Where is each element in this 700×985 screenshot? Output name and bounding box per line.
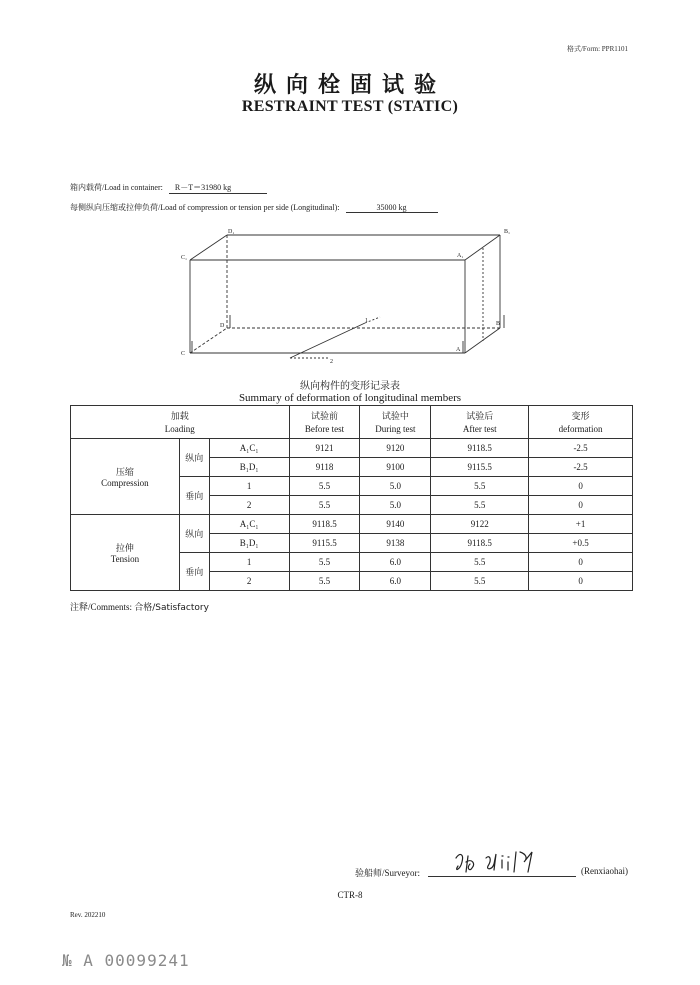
- before-cell: 5.5: [289, 496, 360, 515]
- member-cell: A₁C₁: [209, 515, 289, 534]
- group-tension: 拉伸 Tension: [71, 515, 180, 591]
- revision: Rev. 202210: [70, 911, 106, 919]
- header-during-test: 试验中 During test: [360, 406, 431, 439]
- after-cell: 5.5: [431, 496, 529, 515]
- table-row: [71, 515, 633, 534]
- deformation-cell: -2.5: [529, 439, 633, 458]
- table-row: [71, 439, 633, 458]
- diagram-label-2: 2: [330, 359, 333, 365]
- page-code: CTR-8: [337, 890, 363, 900]
- diagram-label-c1: C₁: [181, 255, 188, 261]
- table-caption: Summary of deformation of longitudinal members: [238, 392, 462, 404]
- deformation-cell: +1: [529, 515, 633, 534]
- surveyor-name: (Renxiaohai): [581, 866, 628, 876]
- header-after-test: 试验后 After test: [431, 406, 529, 439]
- page-title-chinese: 纵向栓固试验: [253, 73, 446, 98]
- comments-value: 合格/Satisfactory: [134, 603, 209, 613]
- diagram-label-b: B: [496, 321, 501, 327]
- member-cell: 1: [209, 553, 289, 572]
- group-compression: 压缩 Compression: [71, 439, 180, 515]
- comments: [70, 600, 209, 613]
- subgroup-longitudinal: 纵向: [179, 515, 209, 553]
- after-cell: 5.5: [431, 572, 529, 591]
- surveyor-label: 验船师/Surveyor:: [355, 868, 420, 878]
- during-cell: 9138: [360, 534, 431, 553]
- before-cell: 9115.5: [289, 534, 360, 553]
- after-cell: 5.5: [431, 553, 529, 572]
- header-before-test: 试验前 Before test: [289, 406, 360, 439]
- deformation-cell: 0: [529, 496, 633, 515]
- surveyor-signature: [450, 848, 550, 878]
- after-cell: 9115.5: [431, 458, 529, 477]
- diagram-label-a: A: [456, 347, 461, 353]
- header-loading: 加载 Loading: [71, 406, 290, 439]
- before-cell: 5.5: [289, 477, 360, 496]
- deformation-cell: 0: [529, 572, 633, 591]
- during-cell: 5.0: [360, 477, 431, 496]
- container-diagram: [170, 225, 530, 370]
- load-in-container-field: [70, 182, 267, 194]
- before-cell: 5.5: [289, 572, 360, 591]
- during-cell: 6.0: [360, 553, 431, 572]
- serial-number: № A 00099241: [62, 951, 190, 970]
- subgroup-vertical: 垂向: [179, 553, 209, 591]
- comments-label: 注释/Comments:: [70, 602, 133, 612]
- member-cell: A₁C₁: [209, 439, 289, 458]
- deformation-cell: 0: [529, 553, 633, 572]
- diagram-label-d1: D₁: [228, 229, 235, 235]
- table-caption-chinese: 纵向构件的变形记录表: [300, 381, 400, 392]
- form-number: 格式/Form: PPR1101: [566, 45, 628, 53]
- member-cell: B₁D₁: [209, 534, 289, 553]
- after-cell: 9118.5: [431, 439, 529, 458]
- header-deformation: 变形 deformation: [529, 406, 633, 439]
- diagram-label-c: C: [181, 351, 186, 357]
- member-cell: 2: [209, 572, 289, 591]
- after-cell: 5.5: [431, 477, 529, 496]
- subgroup-vertical: 垂向: [179, 477, 209, 515]
- deformation-cell: 0: [529, 477, 633, 496]
- subgroup-longitudinal: 纵向: [179, 439, 209, 477]
- deformation-table: [70, 405, 633, 591]
- during-cell: 5.0: [360, 496, 431, 515]
- member-cell: 2: [209, 496, 289, 515]
- deformation-cell: -2.5: [529, 458, 633, 477]
- deformation-cell: +0.5: [529, 534, 633, 553]
- compression-load-field: [70, 202, 438, 213]
- after-cell: 9118.5: [431, 534, 529, 553]
- compression-load-value: 35000 kg: [346, 203, 438, 213]
- member-cell: 1: [209, 477, 289, 496]
- during-cell: 9140: [360, 515, 431, 534]
- diagram-label-b1: B₁: [504, 229, 511, 235]
- before-cell: 9118: [289, 458, 360, 477]
- load-in-container-value: R－T＝31980 kg: [169, 182, 267, 194]
- before-cell: 9121: [289, 439, 360, 458]
- member-cell: B₁D₁: [209, 458, 289, 477]
- page-title: RESTRAINT TEST (STATIC): [241, 98, 459, 115]
- during-cell: 6.0: [360, 572, 431, 591]
- during-cell: 9100: [360, 458, 431, 477]
- during-cell: 9120: [360, 439, 431, 458]
- before-cell: 5.5: [289, 553, 360, 572]
- table-header-row: [71, 406, 633, 439]
- diagram-label-a1: A₁: [457, 253, 464, 259]
- load-in-container-label: 箱内载荷/Load in container:: [70, 183, 163, 192]
- after-cell: 9122: [431, 515, 529, 534]
- before-cell: 9118.5: [289, 515, 360, 534]
- diagram-label-1: 1: [365, 318, 368, 324]
- compression-load-label: 每侧纵向压缩或拉伸负荷/Load of compression or tension per side (Longitudinal):: [70, 203, 340, 212]
- diagram-label-d: D: [220, 323, 225, 329]
